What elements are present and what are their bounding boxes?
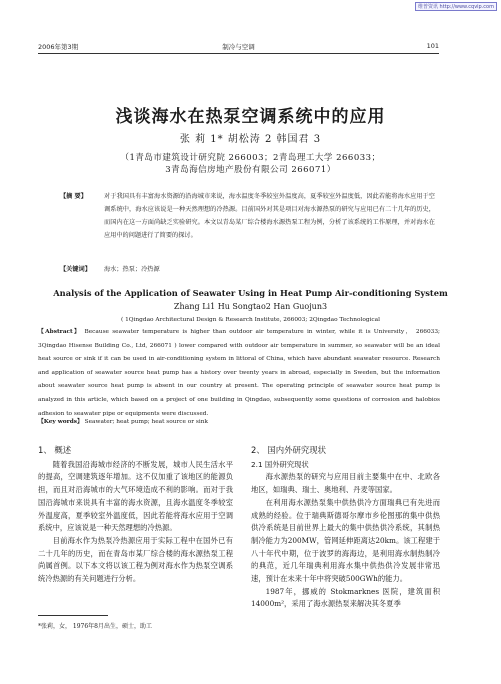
english-title: Analysis of the Application of Seawater Using in Heat Pump Air-conditioning System [53, 288, 448, 298]
affiliation-line-1: （1青岛市建筑设计研究院 266003；2青岛理工大学 266033； [120, 153, 381, 163]
abstract-cn [60, 190, 435, 242]
english-abstract-label: 【Abstract】 [38, 329, 82, 335]
keywords-cn [60, 263, 435, 276]
english-affiliation: ( 1Qingdao Architectural Design & Research Institute, 266003; 2Qingdao Technological [121, 317, 380, 323]
english-keywords [38, 416, 440, 425]
english-abstract-text: Because seawater temperature is higher than outdoor air temperature in winter, while it is University， 266033; 3Qingdao Hisense Building Co., Ltd, 266071 ) lower compared with outdoor air temperature in summer, so seawater will be an ideal heat source or sink if it can be used in air-conditioning system in littoral of China, which have abundant seawater resource. Research and application of seawater source heat pump has a history over twenty years in abroad, especially in Sweden, but the information about seawater source heat pump is absent in our country at present. The operating principle of seawater source heat pump is analyzed in this article, which based on a project of one building in Qingdao, subsequently some questions of corrosion and halobios adhesion to seawater pipe or equipments were discussed. [38, 329, 440, 417]
affiliation-line-2: 3青岛海信房地产股份有限公司 266071） [165, 165, 336, 175]
english-keywords-text: Seawater; heat pump; heat source or sink [84, 419, 208, 425]
section-1-heading: 1、 概述 [38, 445, 72, 455]
keywords-cn-text: 海水；热泵；冷热源 [104, 266, 160, 273]
english-keywords-label: 【Key words】 [38, 419, 83, 425]
paper-title: 浅谈海水在热泵空调系统中的应用 [115, 107, 386, 127]
section-2-para-2: 在利用海水源热泵集中供热供冷方面瑞典已有先进而成熟的经验。位于瑞典斯德哥尔摩市乡伦图那的集中供热供冷系统是目前世界上最大的集中供热供冷系统，其制热制冷能力为200MW，管网延伸距离达20km。该工程建于八十年代中期，位于波罗的海海边，是利用海水制热制冷的典范，近几年瑞典利用海水集中供热供冷发展非常迅速，预计在未来十年中将突破500GWh的能力。 [251, 497, 440, 584]
english-abstract [38, 326, 440, 421]
watermark: 维普资讯 http://www.cqvip.com [415, 2, 497, 11]
journal-name: 制冷与空调 [222, 43, 255, 51]
issue-label: 2006年第3期 [38, 43, 79, 51]
right-column [251, 444, 440, 611]
keywords-cn-label: 【关键词】 [60, 266, 91, 273]
abstract-cn-text: 对于我国具有丰富海水资源的沿海城市来说，海水温度冬季较室外温度高，夏季较室外温度低，因此若能将海水应用于空调系统中，海水应该说是一种天然理想的冷热源。目前国外对其是项目对海水源热泵的研究与应用已有二十几年的历史，而国内在这一方面尚缺乏实验研究。本文以青岛某厂综合楼海水源热泵工程为例，分析了该系统的工作原理，并对海水在应用中的问题进行了简要的探讨。 [104, 193, 435, 239]
section-2-para-3: 1987年，挪威的 Stokmarknes 医院，建筑面积14000m²，采用了海水源热泵来解决其冬夏季 [251, 586, 440, 609]
section-1-para-1: 随着我国沿海城市经济的不断发展，城市人民生活水平的提高，空调建筑逐年增加。这不仅加重了该地区的能源负担，而且对沿海城市的大气环境造成不利的影响。而对于我国沿海城市来说具有丰富的海水资源，且海水温度冬季较室外温度高，夏季较室外温度低，因此若能将海水应用于空调系统中，应该说是一种天然理想的冷热源。 [38, 459, 233, 533]
section-2-heading: 2、 国内外研究现状 [251, 445, 326, 455]
english-authors: Zhang Li1 Hu Songtao2 Han Guojun3 [173, 302, 328, 311]
footnote: *张莉，女， 1976年8月出生，硕士，助工 [38, 623, 152, 630]
section-2-1-heading: 2.1 国外研究现状 [251, 459, 309, 469]
section-1-para-2: 目前海水作为热泵冷热源应用于实际工程中在国外已有二十几年的历史，而在青岛市某厂综合楼的海水源热泵工程尚属首例。以下本文将以该工程为例对海水作为热泵空调系统冷热源的有关问题进行分析。 [38, 535, 233, 584]
authors: 张 莉 1* 胡松涛 2 韩国君 3 [179, 134, 322, 145]
section-2-para-1: 海水源热泵的研究与应用目前主要集中在中、北欧各地区，如瑞典、瑞士、奥地利、丹麦等国家。 [251, 472, 440, 495]
left-column [38, 444, 233, 586]
header-rule [38, 53, 439, 54]
abstract-cn-label: 【摘 要】 [60, 193, 87, 200]
footnote-rule [38, 615, 108, 616]
page-number: 101 [426, 42, 439, 50]
